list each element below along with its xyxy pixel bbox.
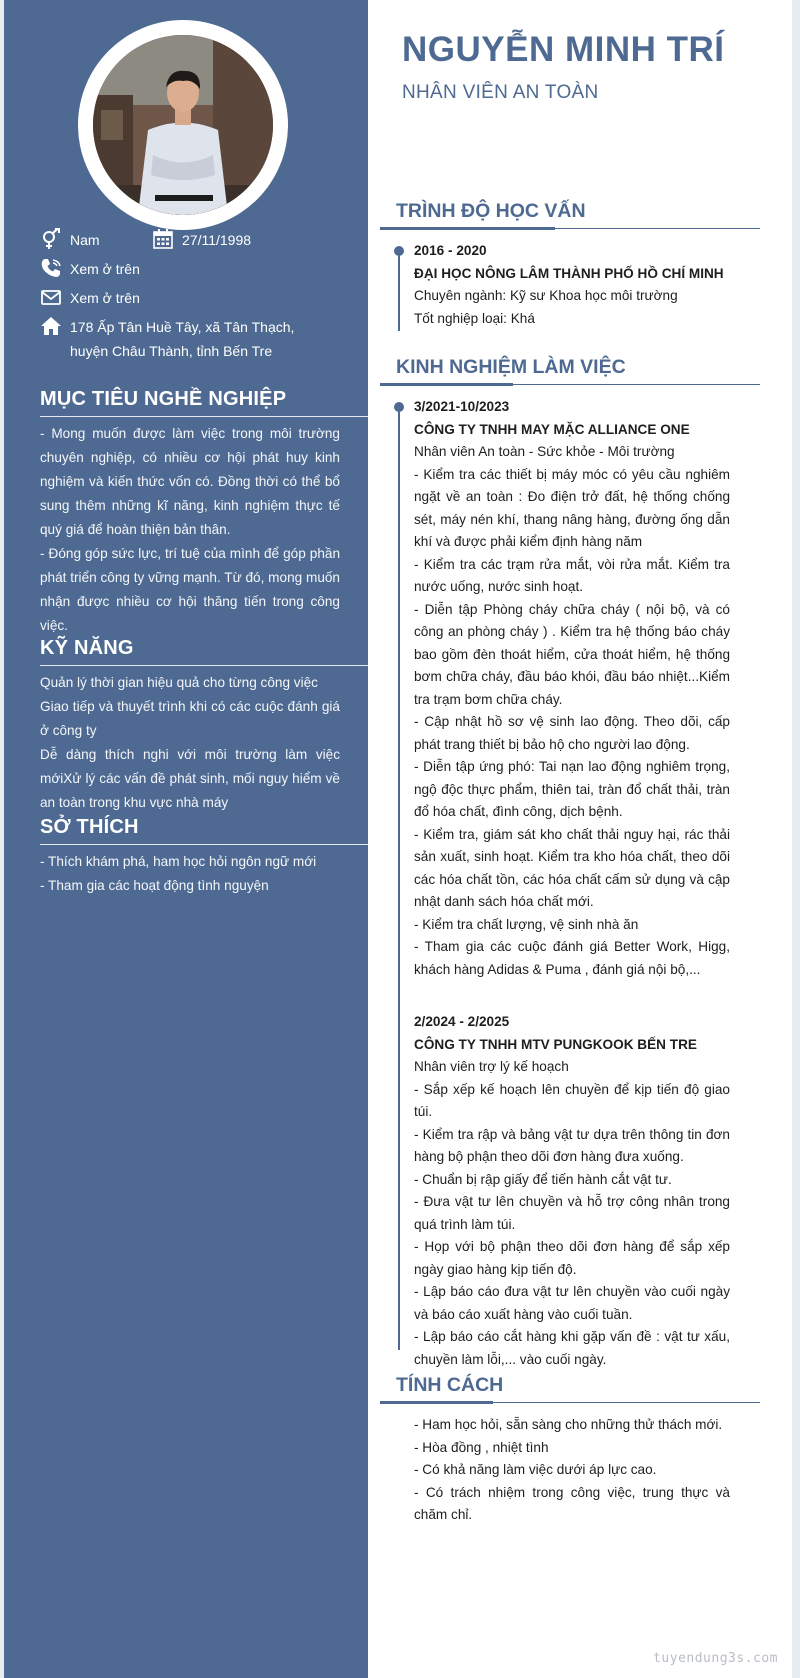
phone-icon xyxy=(40,257,62,279)
contact-birthday xyxy=(152,228,251,252)
experience-job-2 xyxy=(414,1011,730,1371)
hobby-item: - Thích khám phá, ham học hỏi ngôn ngữ mới xyxy=(40,854,317,869)
job-duty: - Sắp xếp kế hoạch lên chuyền để kịp tiến độ giao túi. xyxy=(414,1081,730,1119)
hobbies-body xyxy=(40,850,340,898)
sidebar xyxy=(4,0,368,1678)
job-duty: - Kiểm tra, giám sát kho chất thải nguy hại, rác thải sản xuất, sinh hoạt. Kiểm tra kho hóa chất, theo dõi các hóa chất tồn, các hóa chất cấm sử dụng và cập nhật danh sách hóa chất mới. xyxy=(414,826,730,909)
skills-heading: KỸ NĂNG xyxy=(40,637,134,659)
job-duty: - Diễn tập ứng phó: Tai nạn lao động nghiêm trọng, ngộ độc thực phẩm, thiên tai, tràn đổ chất thải, tràn đổ hóa chất, đình công, dịch bệnh. xyxy=(414,759,730,819)
cv-page xyxy=(4,0,792,1678)
education-timeline xyxy=(398,251,400,331)
home-icon xyxy=(40,315,62,337)
calendar-icon xyxy=(152,228,174,250)
experience-divider xyxy=(380,384,760,385)
job-role: Nhân viên trợ lý kế hoạch xyxy=(414,1059,569,1074)
objective-divider xyxy=(40,416,368,417)
job-period: 3/2021-10/2023 xyxy=(414,399,510,414)
personality-item: - Có khả năng làm việc dưới áp lực cao. xyxy=(414,1462,657,1477)
education-timeline-dot xyxy=(394,246,404,256)
job-duty: - Lập báo cáo đưa vật tư lên chuyền vào cuối ngày và báo cáo xuất hàng vào cuối tuần. xyxy=(414,1284,730,1322)
education-school: ĐẠI HỌC NÔNG LÂM THÀNH PHỐ HỒ CHÍ MINH xyxy=(414,265,724,281)
contact-email xyxy=(40,286,140,310)
skills-body xyxy=(40,671,340,815)
gender-value: Nam xyxy=(70,232,100,248)
job-duty: - Tham gia các cuộc đánh giá Better Work, Higg, khách hàng Adidas & Puma , đánh giá nội bộ,... xyxy=(414,939,730,977)
personality-item: - Có trách nhiệm trong công việc, trung thực và chăm chỉ. xyxy=(414,1484,730,1522)
personality-item: - Ham học hỏi, sẵn sàng cho những thử thách mới. xyxy=(414,1417,723,1432)
job-role: Nhân viên An toàn - Sức khỏe - Môi trường xyxy=(414,444,675,459)
personality-heading: TÍNH CÁCH xyxy=(396,1374,504,1396)
skill-item: Giao tiếp và thuyết trình khi có các cuộc đánh giá ở công ty xyxy=(40,699,340,738)
contact-phone xyxy=(40,257,140,281)
job-duty: - Họp với bộ phận theo dõi đơn hàng để sắp xếp ngày giao hàng kịp tiến độ. xyxy=(414,1239,730,1277)
education-major: Chuyên ngành: Kỹ sư Khoa học môi trường xyxy=(414,288,678,303)
personality-item: - Hòa đồng , nhiệt tình xyxy=(414,1439,549,1455)
objective-paragraph: - Đóng góp sức lực, trí tuệ của mình để góp phần phát triển công ty vững mạnh. Từ đó, mong muốn nhận được nhiều cơ hội thăng tiến trong công việc. xyxy=(40,546,340,633)
experience-timeline-dot xyxy=(394,402,404,412)
candidate-job-title: NHÂN VIÊN AN TOÀN xyxy=(402,82,599,103)
watermark: tuyendung3s.com xyxy=(653,1651,778,1666)
job-duty: - Diễn tập Phòng cháy chữa cháy ( nội bộ, và có công an phòng cháy ) . Kiểm tra hệ thống báo cháy bao gồm đèn thoát hiểm, cửa thoát hiểm, hệ thống bơm chữa cháy, đầu báo khói, đầu báo nhiệt...Kiểm tra trạm bơm chữa cháy. xyxy=(414,601,730,707)
skill-item: Dễ dàng thích nghi với môi trường làm việc mớiXử lý các vấn đề phát sinh, mối nguy hiểm về an toàn trong khu vực nhà máy xyxy=(40,747,340,810)
contact-address xyxy=(40,315,330,363)
main-column xyxy=(368,0,792,1678)
envelope-icon xyxy=(40,286,62,308)
job-duty: - Kiểm tra các thiết bị máy móc có yêu cầu nghiêm ngặt về an toàn : Đo điện trở đất, hệ thống chống sét, máy nén khí, thang nâng hàng, đường ống dẫn khí và được phải kiểm định hàng năm xyxy=(414,466,730,549)
birthday-value: 27/11/1998 xyxy=(182,232,252,248)
job-duty: - Cập nhật hồ sơ vệ sinh lao động. Theo dõi, cấp phát trang thiết bị bảo hộ cho người lao động. xyxy=(414,714,730,752)
skills-divider xyxy=(40,665,368,666)
avatar xyxy=(93,35,273,215)
objective-heading: MỤC TIÊU NGHỀ NGHIỆP xyxy=(40,388,287,410)
objective-paragraph: - Mong muốn được làm việc trong môi trường chuyên nghiệp, có nhiều cơ hội phát huy kinh nghiệm và kiến thức vốn có. Đồng thời có thể bổ sung thêm những kĩ năng, kinh nghiệm thực tế quý giá để hoàn thiện bản thân. xyxy=(40,426,340,537)
job-duty: - Lập báo cáo cắt hàng khi gặp vấn đề : vật tư xấu, chuyền làm lỗi,... vào cuối ngày. xyxy=(414,1329,730,1367)
email-value: Xem ở trên xyxy=(70,290,140,306)
personality-body xyxy=(414,1414,730,1527)
job-duty: - Kiểm tra chất lượng, vệ sinh nhà ăn xyxy=(414,916,639,932)
education-period: 2016 - 2020 xyxy=(414,243,487,258)
hobbies-heading: SỞ THÍCH xyxy=(40,816,139,838)
personality-divider xyxy=(380,1402,760,1403)
candidate-name: NGUYỄN MINH TRÍ xyxy=(402,30,725,69)
job-duty: - Kiểm tra các trạm rửa mắt, vòi rửa mắt. Kiểm tra nước uống, nước sinh hoạt. xyxy=(414,556,730,594)
skill-item: Quản lý thời gian hiệu quả cho từng công việc xyxy=(40,675,318,690)
address-value: 178 Ấp Tân Huề Tây, xã Tân Thạch, huyện Châu Thành, tỉnh Bến Tre xyxy=(70,319,295,359)
phone-value: Xem ở trên xyxy=(70,261,140,277)
job-company: CÔNG TY TNHH MAY MẶC ALLIANCE ONE xyxy=(414,421,690,437)
gender-icon xyxy=(40,228,62,250)
job-company: CÔNG TY TNHH MTV PUNGKOOK BẾN TRE xyxy=(414,1036,697,1052)
experience-heading: KINH NGHIỆM LÀM VIỆC xyxy=(396,356,626,378)
job-period: 2/2024 - 2/2025 xyxy=(414,1014,510,1029)
objective-body xyxy=(40,422,340,638)
job-duty: - Kiểm tra rập và bảng vật tư dựa trên thông tin đơn hàng bộ phận theo dõi đơn hàng đưa xuống. xyxy=(414,1126,730,1164)
education-entry xyxy=(414,240,730,330)
contact-gender xyxy=(40,228,100,252)
hobby-item: - Tham gia các hoạt động tình nguyện xyxy=(40,878,269,893)
hobbies-divider xyxy=(40,844,368,845)
experience-timeline xyxy=(398,407,400,1350)
education-divider xyxy=(380,228,760,229)
experience-job-1 xyxy=(414,396,730,981)
job-duty: - Chuẩn bị rập giấy để tiến hành cắt vật tư. xyxy=(414,1171,672,1187)
job-duty: - Đưa vật tư lên chuyền và hỗ trợ công nhân trong quá trình làm túi. xyxy=(414,1194,730,1232)
education-grade: Tốt nghiệp loại: Khá xyxy=(414,310,535,326)
avatar-frame xyxy=(78,20,288,230)
education-heading: TRÌNH ĐỘ HỌC VẤN xyxy=(396,200,586,222)
